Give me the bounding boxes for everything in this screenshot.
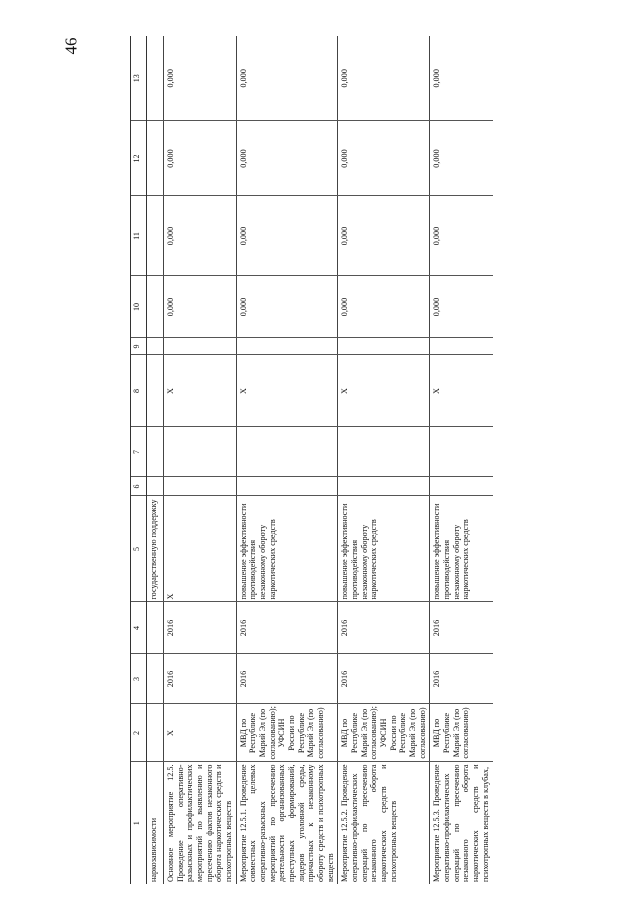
table-cell-col-1: Мероприятие 12.5.1. Проведение совместных целевых оперативно-разыскных мероприятий по пресечению деятельности организованных преступных формирований, лидеров уголовной среды, причастных к незаконному обороту средств и психотропных веществ — [236, 762, 338, 884]
column-number-10: 10 — [131, 276, 147, 338]
table-cell-col-8: X — [164, 355, 237, 427]
table-cell-col-2: МВД по Республике Марий Эл (по согласованию); УФСИН России по Республике Марий Эл (по согласованию) — [338, 704, 430, 762]
column-number-4: 4 — [131, 602, 147, 654]
table-cell-col-13: 0,000 — [236, 36, 338, 121]
table-cell-col-7 — [430, 427, 493, 477]
table-cell-col-7 — [164, 427, 237, 477]
column-number-row — [131, 36, 147, 884]
column-number-11: 11 — [131, 196, 147, 276]
table-cell-col-2: X — [164, 704, 237, 762]
table-cell-col-4: 2016 — [236, 602, 338, 654]
table-cell-col-11: 0,000 — [430, 196, 493, 276]
table-rotation-frame — [130, 36, 490, 884]
table-cell-col-6 — [236, 477, 338, 496]
table-cell-col-12: 0,000 — [430, 121, 493, 196]
table-cell-col-5: государственную поддержку — [147, 496, 164, 602]
table-cell-col-6 — [430, 477, 493, 496]
column-number-12: 12 — [131, 121, 147, 196]
table-cell-col-9 — [236, 338, 338, 355]
table-cell-col-1: Основное мероприятие 12.5. Проведение оперативно-разыскных и профилактических мероприятий по выявлению и пресечению фактов незаконного оборота наркотических средств и психотропных веществ — [164, 762, 237, 884]
table-cell-col-3: 2016 — [338, 654, 430, 704]
table-cell-col-2: МВД по Республике Марий Эл (по согласованию); УФСИН России по Республике Марий Эл (по согласованию) — [236, 704, 338, 762]
table-cell-col-1: наркозависимости — [149, 818, 158, 882]
landscape-sheet — [130, 36, 490, 884]
table-cell-col-8: X — [430, 355, 493, 427]
table-cell-col-8: X — [338, 355, 430, 427]
table-row — [236, 36, 338, 884]
table-cell-col-6 — [338, 477, 430, 496]
table-cell-col-8: X — [236, 355, 338, 427]
page-number: 46 — [61, 37, 81, 55]
table-cell-col-11: 0,000 — [338, 196, 430, 276]
table-cell-col-13: 0,000 — [430, 36, 493, 121]
table-cell-col-12: 0,000 — [236, 121, 338, 196]
table-cell-col-12: 0,000 — [338, 121, 430, 196]
table-cell-col-1: Мероприятие 12.5.2. Проведение оперативно-профилактических операций по пресечению незаконного оборота наркотических средств и психотропных веществ — [338, 762, 430, 884]
table-cell-col-11: 0,000 — [164, 196, 237, 276]
table-cell-col-3: 2016 — [164, 654, 237, 704]
table-cell-col-3: 2016 — [430, 654, 493, 704]
table-cell-col-9 — [164, 338, 237, 355]
table-row — [430, 36, 493, 884]
table-cell-col-12: 0,000 — [164, 121, 237, 196]
table-cell-col-11: 0,000 — [236, 196, 338, 276]
table-cell-col-10 — [147, 276, 164, 338]
table-cell-col-9 — [147, 338, 164, 355]
table-row — [164, 36, 237, 884]
column-number-1: 1 — [131, 762, 147, 884]
table-cell-col-13: 0,000 — [164, 36, 237, 121]
table-cell-col-10: 0,000 — [430, 276, 493, 338]
table-cell-col-12 — [147, 121, 164, 196]
table-cell-col-13 — [147, 36, 164, 121]
table-cell-col-5: повышение эффективности противодействия незаконному обороту наркотических средств — [236, 496, 338, 602]
table-cell-col-2: МВД по Республике Марий Эл (по согласованию) — [430, 704, 493, 762]
table-cell-col-8 — [147, 355, 164, 427]
table-row-continuation — [147, 36, 164, 884]
table-cell-col-7 — [147, 427, 164, 477]
table-cell-col-3 — [147, 654, 164, 704]
column-number-9: 9 — [131, 338, 147, 355]
table-cell-col-3: 2016 — [236, 654, 338, 704]
table-row — [338, 36, 430, 884]
table-cell-col-5: повышение эффективности противодействия незаконному обороту наркотических средств — [338, 496, 430, 602]
table-cell-col-5: X — [164, 496, 237, 602]
table-cell-col-10: 0,000 — [338, 276, 430, 338]
table-cell-col-1: Мероприятие 12.5.3. Проведение оперативно-профилактических операций по пресечению незаконного оборота наркотических средств и психотропных веществ в клубах, — [430, 762, 493, 884]
table-cell-col-6 — [164, 477, 237, 496]
program-measures-table — [130, 36, 493, 884]
column-number-6: 6 — [131, 477, 147, 496]
column-number-7: 7 — [131, 427, 147, 477]
table-cell-col-7 — [236, 427, 338, 477]
table-cell-col-9 — [338, 338, 430, 355]
column-number-13: 13 — [131, 36, 147, 121]
table-cell-col-2 — [147, 704, 164, 762]
table-cell-col-4 — [147, 602, 164, 654]
table-cell-col-5: повышение эффективности противодействия незаконному обороту наркотических средств — [430, 496, 493, 602]
table-cell-col-6 — [147, 477, 164, 496]
column-number-5: 5 — [131, 496, 147, 602]
table-cell-col-10: 0,000 — [164, 276, 237, 338]
column-number-8: 8 — [131, 355, 147, 427]
column-number-3: 3 — [131, 654, 147, 704]
table-cell-col-9 — [430, 338, 493, 355]
column-number-2: 2 — [131, 704, 147, 762]
table-cell-col-13: 0,000 — [338, 36, 430, 121]
table-cell-col-7 — [338, 427, 430, 477]
table-cell-col-4: 2016 — [338, 602, 430, 654]
table-cell-col-10: 0,000 — [236, 276, 338, 338]
table-cell-col-4: 2016 — [430, 602, 493, 654]
table-cell-col-11 — [147, 196, 164, 276]
table-cell-col-4: 2016 — [164, 602, 237, 654]
